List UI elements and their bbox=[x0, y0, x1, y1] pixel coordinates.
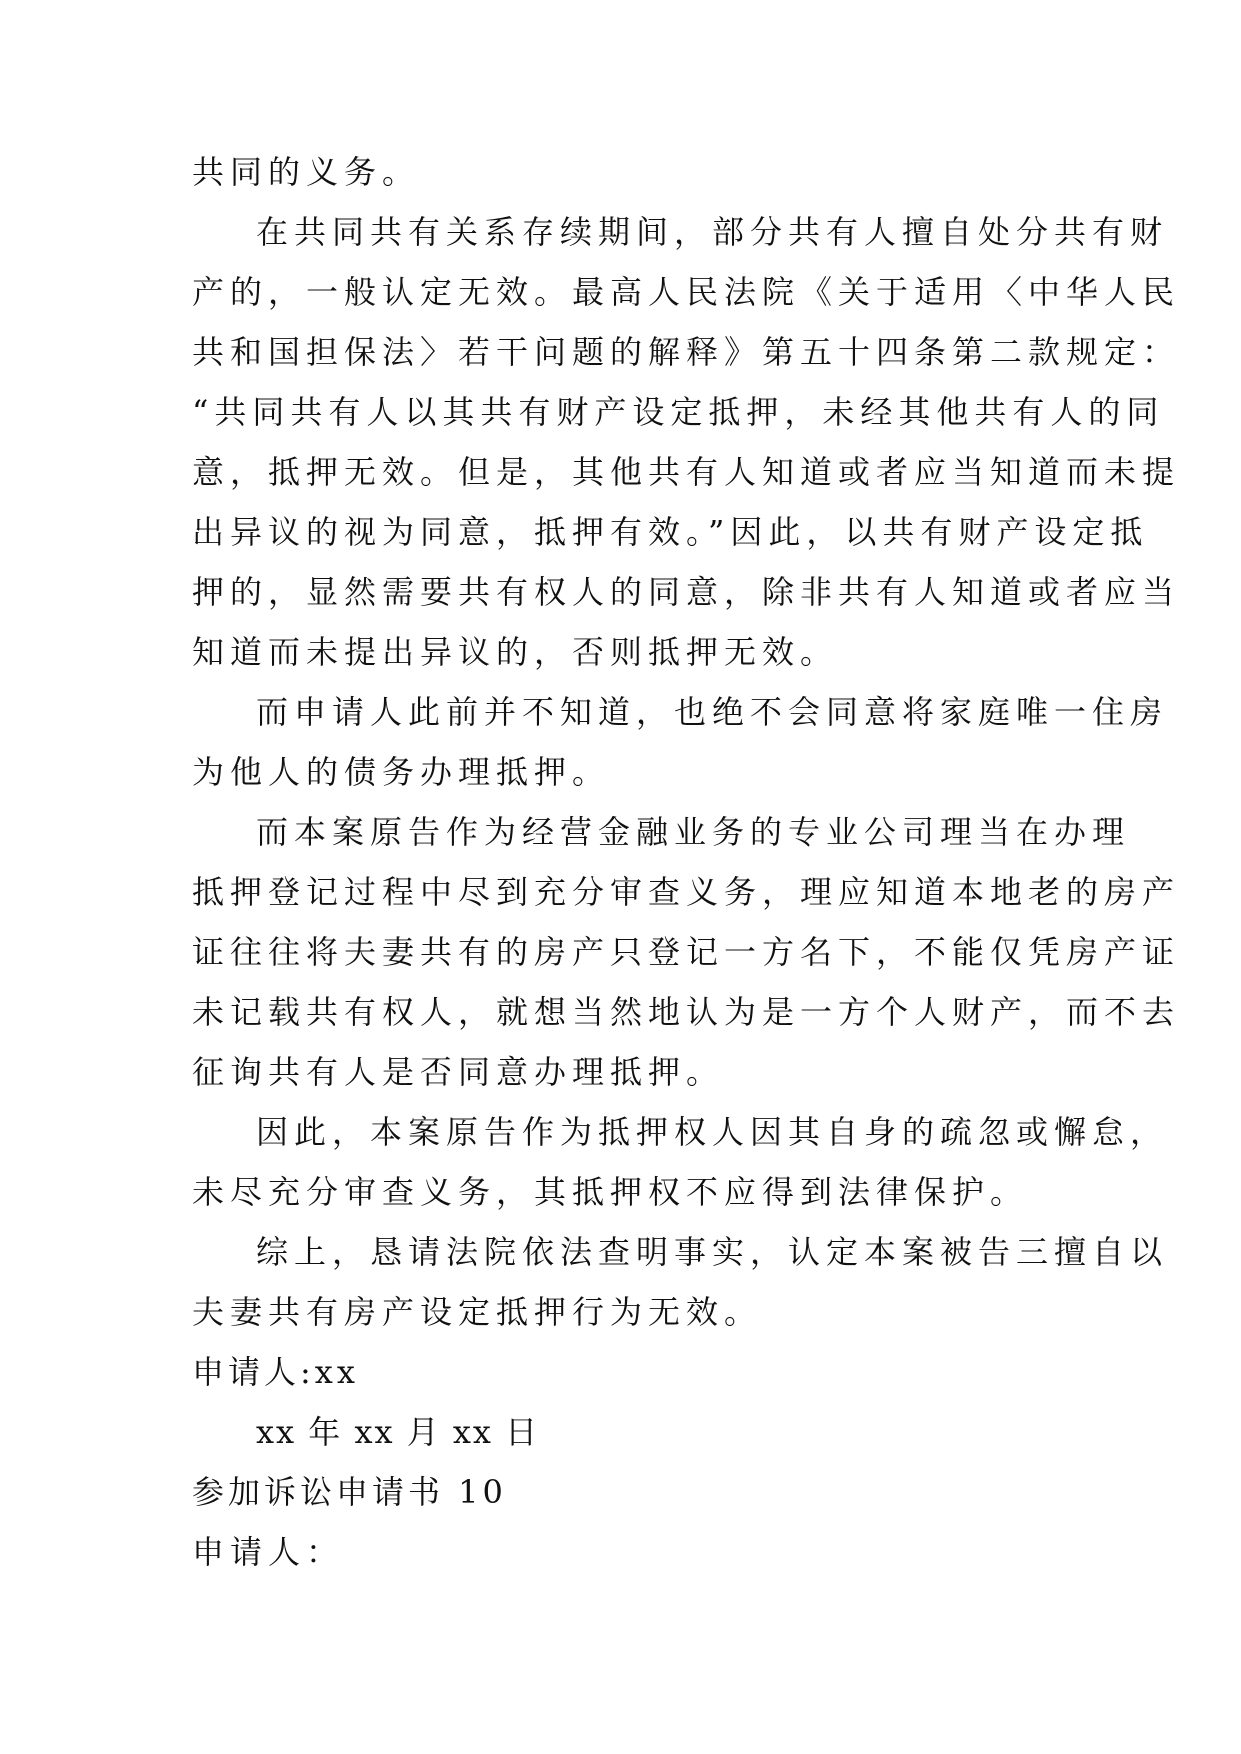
text-line-11: 为他人的债务办理抵押。 bbox=[192, 753, 611, 791]
text-line-5: “共同共有人以其共有财产设定抵押，未经其他共有人的同 bbox=[192, 393, 1165, 431]
text-line-20: 夫妻共有房产设定抵押行为无效。 bbox=[192, 1293, 763, 1331]
text-line-12: 而本案原告作为经营金融业务的专业公司理当在办理 bbox=[256, 813, 1131, 851]
text-line-17: 因此，本案原告作为抵押权人因其自身的疏忽或懈怠， bbox=[256, 1113, 1169, 1151]
section-title: 参加诉讼申请书 10 bbox=[192, 1473, 507, 1511]
text-line-1: 共同的义务。 bbox=[192, 153, 421, 191]
text-line-9: 知道而未提出异议的，否则抵押无效。 bbox=[192, 633, 839, 671]
text-line-15: 未记载共有权人，就想当然地认为是一方个人财产，而不去 bbox=[192, 993, 1181, 1031]
text-line-14: 证往往将夫妻共有的房产只登记一方名下，不能仅凭房产证 bbox=[192, 933, 1181, 971]
text-line-2: 在共同共有关系存续期间，部分共有人擅自处分共有财 bbox=[256, 213, 1169, 251]
text-line-19: 综上，恳请法院依法查明事实，认定本案被告三擅自以 bbox=[256, 1233, 1169, 1271]
text-line-8: 押的，显然需要共有权人的同意，除非共有人知道或者应当 bbox=[192, 573, 1181, 611]
applicant-label: 申请人： bbox=[192, 1533, 345, 1571]
text-line-10: 而申请人此前并不知道，也绝不会同意将家庭唯一住房 bbox=[256, 693, 1169, 731]
signature-date: xx 年 xx 月 xx 日 bbox=[256, 1413, 540, 1451]
text-line-3: 产的，一般认定无效。最高人民法院《关于适用〈中华人民 bbox=[192, 273, 1181, 311]
text-line-13: 抵押登记过程中尽到充分审查义务，理应知道本地老的房产 bbox=[192, 873, 1181, 911]
signature-applicant: 申请人:xx bbox=[192, 1353, 359, 1391]
text-line-7: 出异议的视为同意，抵押有效。”因此，以共有财产设定抵 bbox=[192, 513, 1149, 551]
text-line-18: 未尽充分审查义务，其抵押权不应得到法律保护。 bbox=[192, 1173, 1029, 1211]
text-line-16: 征询共有人是否同意办理抵押。 bbox=[192, 1053, 725, 1091]
text-line-6: 意，抵押无效。但是，其他共有人知道或者应当知道而未提 bbox=[192, 453, 1181, 491]
text-line-4: 共和国担保法〉若干问题的解释》第五十四条第二款规定： bbox=[192, 333, 1181, 371]
